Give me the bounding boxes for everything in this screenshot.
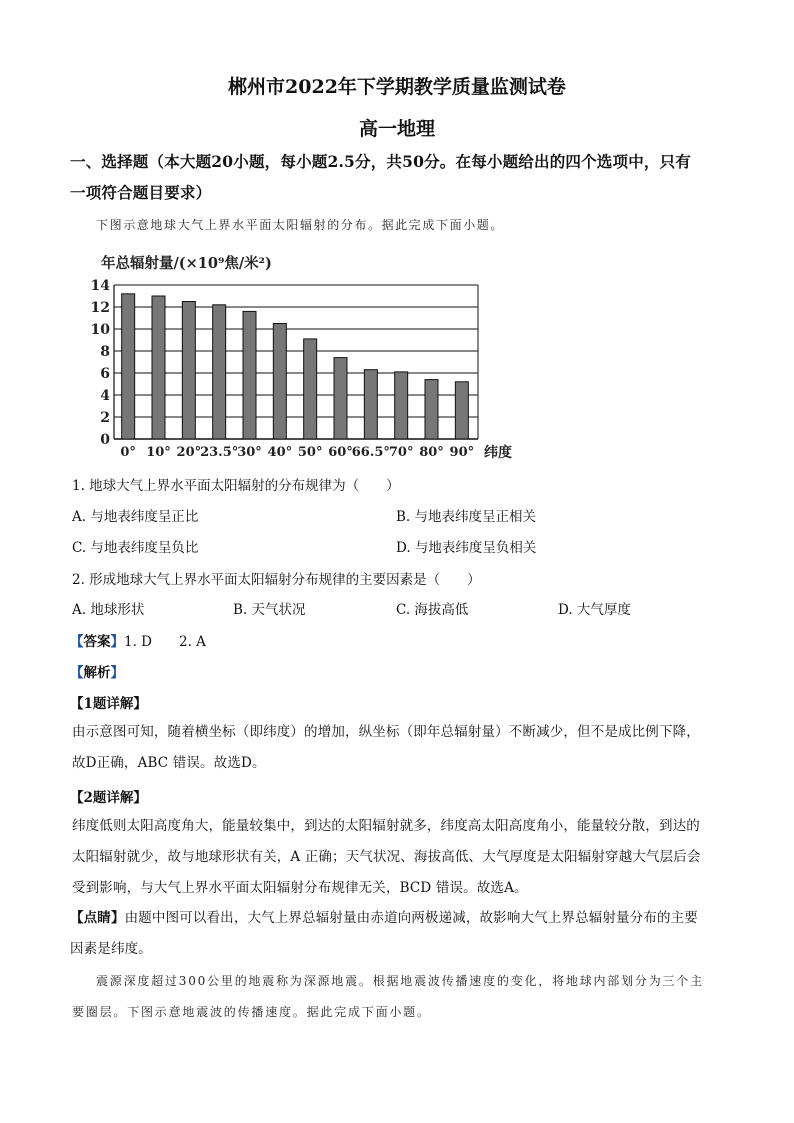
q1-option-b[interactable]: B. 与地表纬度呈正相关 xyxy=(396,509,537,525)
detail2-heading: 【2题详解】 xyxy=(70,790,147,806)
answer-line: 【答案】1. D 2. A xyxy=(70,634,206,650)
q1-option-d[interactable]: D. 与地表纬度呈负相关 xyxy=(396,540,537,556)
analysis-line: 【解析】 xyxy=(70,665,124,681)
y-tick-label: 14 xyxy=(90,278,110,294)
detail1-label: 1题详解 xyxy=(83,696,134,712)
bar-20° xyxy=(182,302,195,440)
bar-66.5° xyxy=(364,370,377,439)
x-tick-label: 90° xyxy=(449,445,475,460)
x-tick-label: 80° xyxy=(419,445,444,460)
bar-23.5° xyxy=(213,305,226,439)
bar-0° xyxy=(122,294,135,439)
q1-stem: 1. 地球大气上界水平面太阳辐射的分布规律为（ ） xyxy=(72,478,400,494)
detail2-text xyxy=(72,811,701,904)
analysis-label: 解析 xyxy=(83,665,111,681)
x-tick-label: 70° xyxy=(388,445,414,460)
group1-intro: 下图示意地球大气上界水平面太阳辐射的分布。据此完成下面小题。 xyxy=(96,218,505,232)
y-tick-label: 10 xyxy=(90,322,110,338)
tip-text xyxy=(70,903,698,965)
detail1-line1: 由示意图可知，随着横坐标（即纬度）的增加，纵坐标（即年总辐射量）不断减少，但不是成比例下降， xyxy=(72,724,700,740)
x-tick-label: 20° xyxy=(176,445,202,460)
x-tick-label: 66.5° xyxy=(351,445,390,460)
tip-line2: 因素是纬度。 xyxy=(70,941,152,957)
answer-text: 1. D 2. A xyxy=(124,634,206,650)
chart-x-ticks xyxy=(120,445,474,460)
detail1-text xyxy=(72,717,700,779)
tip-line1: 【点睛】由题中图可以看出，大气上界总辐射量由赤道向两极递减，故影响大气上界总辐射量分布的主要 xyxy=(70,910,698,926)
detail2-line3: 受到影响，与大气上界水平面太阳辐射分布规律无关，BCD 错误。故选A。 xyxy=(72,880,528,896)
answer-label: 答案 xyxy=(83,634,111,650)
section-heading-line1: 一、选择题（本大题20小题，每小题2.5分，共50分。在每小题给出的四个选项中，只有 xyxy=(70,152,692,171)
chart-x-axis-label: 纬度 xyxy=(484,445,512,461)
x-tick-label: 50° xyxy=(297,445,323,460)
q1-option-a[interactable]: A. 与地表纬度呈正比 xyxy=(72,509,199,525)
bar-70° xyxy=(395,372,408,439)
group2-line1: 震源深度超过300公里的地震称为深源地震。根据地震波传播速度的变化，将地球内部划分为三个主 xyxy=(96,974,704,988)
x-tick-label: 60° xyxy=(328,445,353,460)
q2-option-d[interactable]: D. 大气厚度 xyxy=(558,602,631,618)
y-tick-label: 2 xyxy=(100,410,110,426)
detail2-line1: 纬度低则太阳高度角大，能量较集中，到达的太阳辐射就多，纬度高太阳高度角小，能量较分散，到达的 xyxy=(72,818,700,834)
q1-option-c[interactable]: C. 与地表纬度呈负比 xyxy=(72,540,199,556)
radiation-bar-chart xyxy=(90,250,530,465)
y-tick-label: 0 xyxy=(100,432,110,448)
tip-line1-text: 由题中图可以看出，大气上界总辐射量由赤道向两极递减，故影响大气上界总辐射量分布的主要 xyxy=(124,910,698,926)
group2-intro xyxy=(72,966,704,1028)
x-tick-label: 10° xyxy=(146,445,171,460)
chart-grid xyxy=(114,285,478,439)
y-tick-label: 6 xyxy=(100,366,110,382)
tip-label: 点睛 xyxy=(83,910,111,926)
chart-title: 年总辐射量/(×10⁹焦/米²) xyxy=(101,255,272,272)
q2-option-b[interactable]: B. 天气状况 xyxy=(233,602,306,618)
bar-60° xyxy=(334,358,347,439)
bar-40° xyxy=(273,324,286,440)
y-tick-label: 4 xyxy=(100,388,110,404)
x-tick-label: 30° xyxy=(237,445,262,460)
bar-10° xyxy=(152,296,165,439)
x-tick-label: 0° xyxy=(120,445,136,460)
detail2-label: 2题详解 xyxy=(83,790,134,806)
section-heading-line2: 一项符合题目要求） xyxy=(70,183,212,202)
bar-30° xyxy=(243,311,256,439)
y-tick-label: 8 xyxy=(100,344,110,360)
detail2-line2: 太阳辐射就少，故与地球形状有关，A 正确；天气状况、海拔高低、大气厚度是太阳辐射穿越大气层后会 xyxy=(72,849,701,865)
bar-50° xyxy=(304,339,317,439)
detail1-heading: 【1题详解】 xyxy=(70,696,147,712)
detail1-line2: 故D正确，ABC 错误。故选D。 xyxy=(72,755,266,771)
q2-option-c[interactable]: C. 海拔高低 xyxy=(396,602,469,618)
page-subtitle: 高一地理 xyxy=(358,118,435,140)
bar-90° xyxy=(455,382,468,439)
q2-stem: 2. 形成地球大气上界水平面太阳辐射分布规律的主要因素是（ ） xyxy=(72,572,481,588)
bar-80° xyxy=(425,380,438,439)
group2-line2: 要圈层。下图示意地震波的传播速度。据此完成下面小题。 xyxy=(72,1005,431,1019)
x-tick-label: 40° xyxy=(267,445,293,460)
x-tick-label: 23.5° xyxy=(200,445,239,460)
q2-option-a[interactable]: A. 地球形状 xyxy=(72,602,145,618)
y-tick-label: 12 xyxy=(90,300,110,316)
page-title: 郴州市2022年下学期教学质量监测试卷 xyxy=(228,76,566,98)
chart-y-ticks xyxy=(91,278,111,448)
